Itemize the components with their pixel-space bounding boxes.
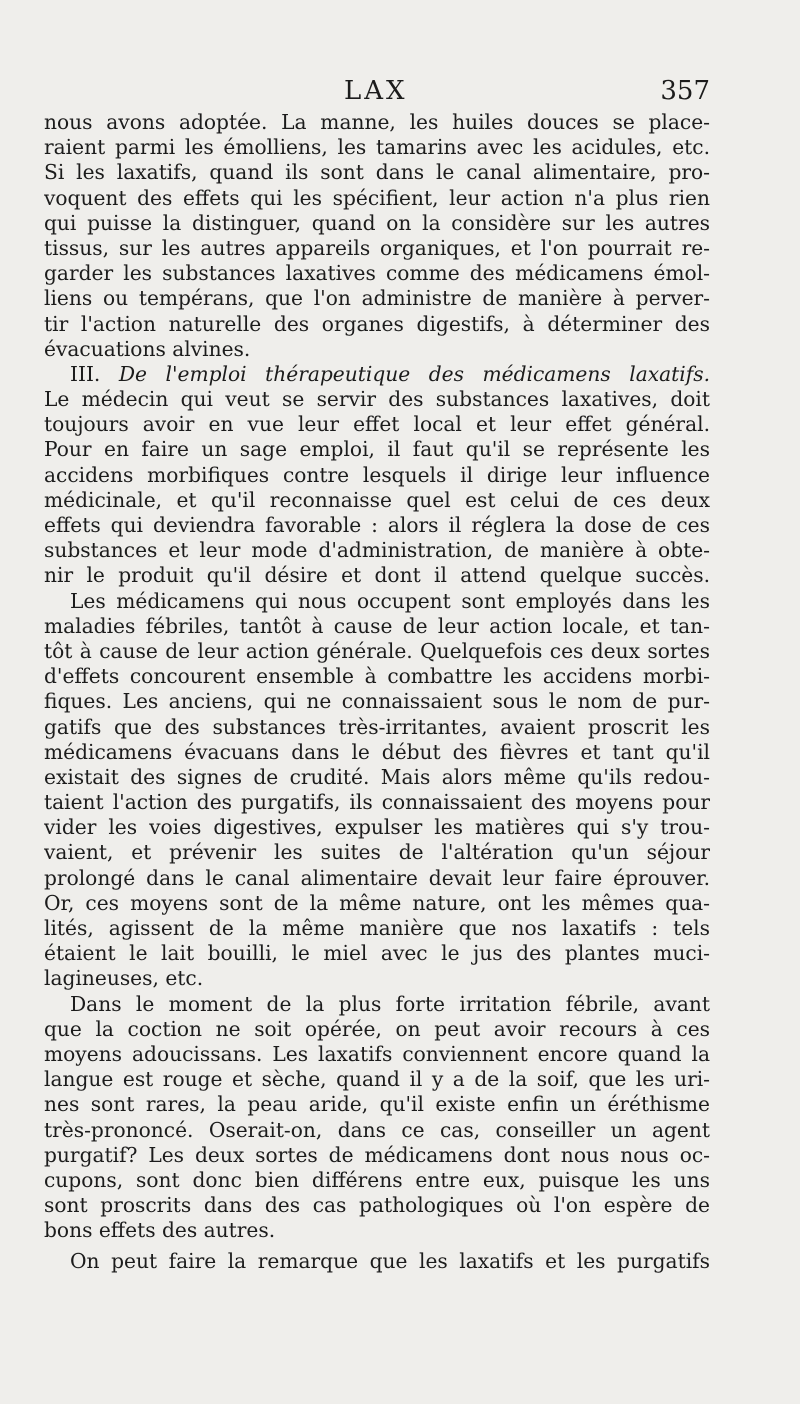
text-line: lités, agissent de la même manière que nos laxatifs : tels bbox=[44, 916, 710, 940]
text-line: garder les substances laxatives comme des médicamens émol- bbox=[44, 261, 710, 286]
text-line: Le médecin qui veut se servir des substances laxatives, doit bbox=[44, 387, 710, 412]
text-line: raient parmi les émolliens, les tamarins avec les acidules, etc. bbox=[44, 135, 710, 160]
text-line: nes sont rares, la peau aride, qu'il existe enfin un éréthisme bbox=[44, 1092, 710, 1117]
text-line: bons effets des autres. bbox=[44, 1218, 276, 1243]
text-line: très-prononcé. Oserait-on, dans ce cas, conseiller un agent bbox=[44, 1117, 710, 1142]
text-line: toujours avoir en vue leur effet local et leur effet général. bbox=[44, 412, 710, 437]
text-line: tissus, sur les autres appareils organiques, et l'on pourrait re- bbox=[44, 235, 710, 260]
text-line: évacuations alvines. bbox=[44, 336, 251, 361]
paragraph bbox=[44, 362, 710, 589]
running-head: LAX bbox=[344, 76, 408, 106]
text-line: maladies fébriles, tantôt à cause de leur action locale, et tan- bbox=[44, 613, 710, 638]
text-line: vider les voies digestives, expulser les matières qui s'y trou- bbox=[44, 815, 710, 840]
text-line: gatifs que des substances très-irritantes, avaient proscrit les bbox=[44, 714, 710, 739]
section-heading-line bbox=[44, 362, 710, 387]
text-line: substances et leur mode d'administration, de manière à obte- bbox=[44, 538, 710, 563]
text-line: tôt à cause de leur action générale. Quelquefois ces deux sortes bbox=[44, 638, 710, 663]
paragraph bbox=[44, 110, 710, 362]
text-line: Dans le moment de la plus forte irritation fébrile, avant bbox=[70, 991, 710, 1016]
text-line: Les médicamens qui nous occupent sont employés dans les bbox=[70, 588, 710, 613]
text-line: nous avons adoptée. La manne, les huiles douces se place- bbox=[44, 110, 710, 134]
text-line: qui puisse la distinguer, quand on la considère sur les autres bbox=[44, 210, 710, 235]
text-line: sont proscrits dans des cas pathologiques où l'on espère de bbox=[44, 1193, 710, 1218]
text-line: que la coction ne soit opérée, on peut avoir recours à ces bbox=[44, 1016, 710, 1041]
text-line: cupons, sont donc bien différens entre eux, puisque les uns bbox=[44, 1167, 710, 1192]
text-line: effets qui deviendra favorable : alors il réglera la dose de ces bbox=[44, 513, 710, 537]
text-line: d'effets concourent ensemble à combattre les accidens morbi- bbox=[44, 664, 710, 689]
text-line: langue est rouge et sèche, quand il y a de la soif, que les uri- bbox=[44, 1067, 710, 1092]
text-line: accidens morbifiques contre lesquels il dirige leur influence bbox=[44, 462, 710, 487]
text-line: prolongé dans le canal alimentaire devait leur faire éprouver. bbox=[44, 865, 710, 890]
text-line: purgatif? Les deux sortes de médicamens dont nous nous oc- bbox=[44, 1142, 710, 1167]
page-header bbox=[44, 76, 710, 112]
text-line: liens ou tempérans, que l'on administre de manière à perver- bbox=[44, 286, 710, 311]
text-line: médicamens évacuans dans le début des fièvres et tant qu'il bbox=[44, 739, 710, 764]
text-line: tir l'action naturelle des organes digestifs, à déterminer des bbox=[44, 311, 710, 336]
text-line: Si les laxatifs, quand ils sont dans le canal alimentaire, pro- bbox=[44, 160, 710, 185]
text-line: moyens adoucissans. Les laxatifs conviennent encore quand la bbox=[44, 1041, 710, 1066]
text-line: lagineuses, etc. bbox=[44, 966, 204, 991]
body-text bbox=[44, 110, 710, 1275]
section-title: De l'emploi thérapeutique des médicamens laxatifs. bbox=[118, 361, 710, 386]
paragraph bbox=[44, 589, 710, 992]
paragraph bbox=[44, 1249, 710, 1274]
section-number: III. bbox=[70, 361, 101, 386]
text-line: étaient le lait bouilli, le miel avec le jus des plantes muci- bbox=[44, 941, 710, 966]
text-line: On peut faire la remarque que les laxatifs et les purgatifs bbox=[70, 1249, 710, 1274]
paragraph bbox=[44, 992, 710, 1244]
text-line: fiques. Les anciens, qui ne connaissaient sous le nom de pur- bbox=[44, 689, 710, 714]
text-line: taient l'action des purgatifs, ils connaissaient des moyens pour bbox=[44, 790, 710, 815]
text-line: vaient, et prévenir les suites de l'altération qu'un séjour bbox=[44, 840, 710, 865]
text-line: Or, ces moyens sont de la même nature, ont les mêmes qua- bbox=[44, 890, 710, 915]
text-line: existait des signes de crudité. Mais alors même qu'ils redou- bbox=[44, 764, 710, 789]
text-line: médicinale, et qu'il reconnaisse quel est celui de ces deux bbox=[44, 487, 710, 512]
text-line: voquent des effets qui les spécifient, leur action n'a plus rien bbox=[44, 185, 710, 210]
text-line: nir le produit qu'il désire et dont il attend quelque succès. bbox=[44, 563, 710, 588]
text-line: Pour en faire un sage emploi, il faut qu'il se représente les bbox=[44, 437, 710, 462]
page-number: 357 bbox=[660, 76, 710, 106]
